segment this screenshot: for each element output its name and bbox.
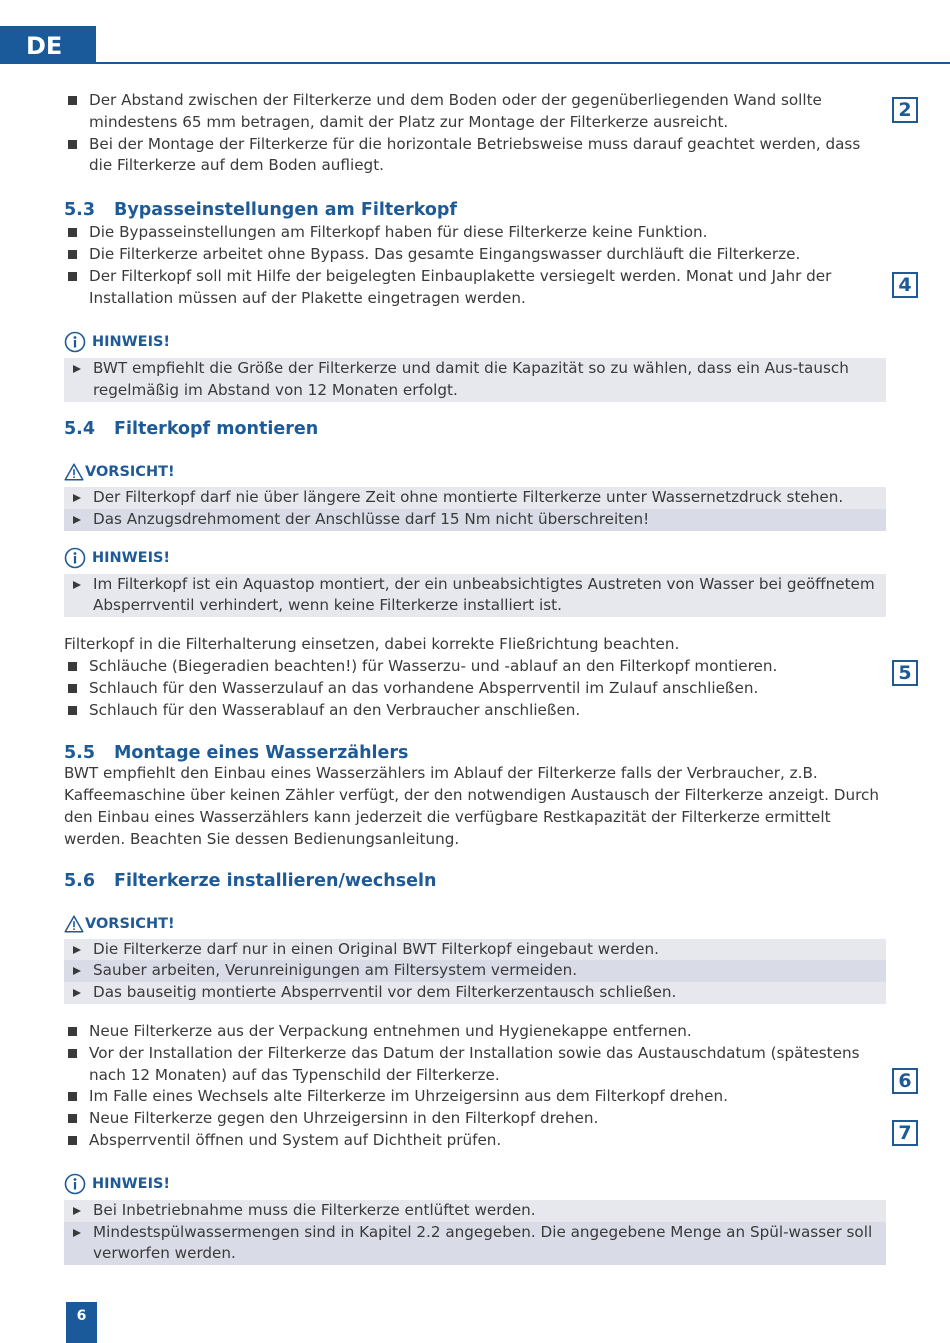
list-item-text: Der Abstand zwischen der Filterkerze und dem Boden oder der gegenüberliegenden Wand sollte mindestens 65 mm betragen, damit der Platz zur Montage der Filterkerze ausreicht. [89, 91, 822, 131]
info-icon [64, 547, 86, 569]
install-bullet-list [64, 1021, 886, 1152]
note-heading [64, 547, 886, 569]
section-title: Bypasseinstellungen am Filterkopf [114, 200, 458, 221]
triangle-bullet-icon [73, 1229, 81, 1237]
section-number: 5.5 [64, 743, 96, 764]
warning-item [64, 487, 886, 509]
header-rule [96, 62, 950, 64]
list-item-text: Die Filterkerze arbeitet ohne Bypass. Das gesamte Eingangswasser durchläuft die Filterkerze. [89, 244, 801, 263]
list-item-text: Absperrventil öffnen und System auf Dichtheit prüfen. [89, 1130, 502, 1149]
list-item [64, 1086, 886, 1108]
list-item [64, 700, 886, 722]
note-label: HINWEIS! [92, 1175, 171, 1192]
bullet-square-icon [68, 1114, 77, 1123]
note-box [64, 574, 886, 618]
bullet-square-icon [68, 96, 77, 105]
note-item-text: BWT empfiehlt die Größe der Filterkerze und damit die Kapazität so zu wählen, dass ein Aus-tausch regelmäßig im Abstand von 12 Monaten erfolgt. [93, 359, 849, 400]
warning-item-text: Das Anzugsdrehmoment der Anschlüsse darf 15 Nm nicht überschreiten! [93, 509, 650, 528]
note-item-text: Mindestspülwassermengen sind in Kapitel 2.2 angegeben. Die angegebene Menge an Spül-wasser soll verworfen werden. [93, 1222, 873, 1263]
section-heading-5-5 [64, 741, 886, 765]
list-item [64, 266, 886, 310]
list-item-text: Neue Filterkerze gegen den Uhrzeigersinn in den Filterkopf drehen. [89, 1109, 599, 1128]
list-item [64, 656, 886, 678]
bullet-square-icon [68, 140, 77, 149]
list-item [64, 222, 886, 244]
warning-item [64, 960, 886, 982]
note-label: HINWEIS! [92, 549, 171, 566]
warning-item [64, 509, 886, 531]
bullet-square-icon [68, 706, 77, 715]
bullet-square-icon [68, 1136, 77, 1145]
warning-item [64, 982, 886, 1004]
section-heading-5-3 [64, 198, 886, 222]
list-item [64, 1130, 886, 1152]
list-item-text: Der Filterkopf soll mit Hilfe der beigelegten Einbauplakette versiegelt werden. Monat und Jahr der Installation müssen auf der Plakette eingetragen werden. [89, 266, 832, 307]
bullet-square-icon [68, 1027, 77, 1036]
bullet-square-icon [68, 1092, 77, 1101]
page-number: 6 [66, 1302, 97, 1343]
section-heading-5-4 [64, 417, 886, 441]
bypass-bullet-list [64, 222, 886, 309]
note-box [64, 1200, 886, 1265]
section-title: Filterkopf montieren [114, 418, 319, 439]
section-title: Montage eines Wasserzählers [114, 743, 409, 764]
triangle-bullet-icon [73, 494, 81, 502]
figure-marker-4: 4 [892, 272, 918, 298]
list-item [64, 678, 886, 700]
intro-bullet-list [64, 90, 886, 177]
list-item-text: Die Bypasseinstellungen am Filterkopf haben für diese Filterkerze keine Funktion. [89, 223, 708, 242]
bullet-square-icon [68, 662, 77, 671]
warning-item-text: Das bauseitig montierte Absperrventil vor dem Filterkerzentausch schließen. [93, 983, 677, 1002]
list-item-text: Bei der Montage der Filterkerze für die horizontale Betriebsweise muss darauf geachtet werden, dass die Filterkerze auf dem Boden aufliegt. [89, 134, 861, 175]
warning-label: VORSICHT! [85, 915, 175, 932]
warning-triangle-icon [64, 915, 84, 933]
warning-item-text: Die Filterkerze darf nur in einen Original BWT Filterkopf eingebaut werden. [93, 939, 659, 958]
note-item-text: Im Filterkopf ist ein Aquastop montiert, der ein unbeabsichtigtes Austreten von Wasser bei geöffnetem Absperrventil verhindert, wenn keine Filterkerze installiert ist. [93, 574, 875, 615]
note-label: HINWEIS! [92, 334, 171, 351]
bullet-square-icon [68, 684, 77, 693]
info-icon [64, 331, 86, 353]
warning-box [64, 939, 886, 1004]
figure-marker-6: 6 [892, 1068, 918, 1094]
note-item [64, 358, 886, 402]
paragraph: BWT empfiehlt den Einbau eines Wasserzählers im Ablauf der Filterkerze falls der Verbraucher, z.B. Kaffeemaschine über keinen Zähler verfügt, der den notwendigen Austausch der Filterkerze anzeigt. Durch den Einbau eines Wasserzählers kann jederzeit die verfügbare Restkapazität der Filterkerze ermittelt werden. Beachten Sie dessen Bedienungsanleitung. [64, 764, 880, 848]
warning-item-text: Sauber arbeiten, Verunreinigungen am Filtersystem vermeiden. [93, 961, 578, 980]
list-item [64, 1108, 886, 1130]
triangle-bullet-icon [73, 989, 81, 997]
list-item-text: Schlauch für den Wasserablauf an den Verbraucher anschließen. [89, 700, 581, 719]
note-item [64, 1222, 886, 1266]
filterhead-bullet-list [64, 656, 886, 721]
triangle-bullet-icon [73, 581, 81, 589]
section-title: Filterkerze installieren/wechseln [114, 870, 437, 891]
page-content [64, 90, 886, 1265]
warning-triangle-icon [64, 463, 84, 481]
triangle-bullet-icon [73, 516, 81, 524]
triangle-bullet-icon [73, 1207, 81, 1215]
warning-item [64, 939, 886, 961]
note-heading [64, 331, 886, 353]
warning-heading [64, 462, 886, 482]
note-box [64, 358, 886, 402]
list-item [64, 244, 886, 266]
list-item [64, 1021, 886, 1043]
language-tab: DE [0, 26, 96, 64]
figure-marker-5: 5 [892, 660, 918, 686]
section-number: 5.3 [64, 200, 96, 221]
triangle-bullet-icon [73, 946, 81, 954]
list-item-text: Schläuche (Biegeradien beachten!) für Wasserzu- und -ablauf an den Filterkopf montieren. [89, 656, 778, 675]
note-item [64, 1200, 886, 1222]
warning-item-text: Der Filterkopf darf nie über längere Zeit ohne montierte Filterkerze unter Wassernetzdruck stehen. [93, 487, 844, 506]
warning-heading [64, 914, 886, 934]
section-number: 5.6 [64, 870, 96, 891]
note-item [64, 574, 886, 618]
bullet-square-icon [68, 250, 77, 259]
list-item [64, 90, 886, 134]
note-heading [64, 1173, 886, 1195]
info-icon [64, 1173, 86, 1195]
list-item-text: Im Falle eines Wechsels alte Filterkerze im Uhrzeigersinn aus dem Filterkopf drehen. [89, 1087, 728, 1106]
list-item [64, 134, 886, 178]
bullet-square-icon [68, 272, 77, 281]
warning-label: VORSICHT! [85, 463, 175, 480]
warning-box [64, 487, 886, 531]
triangle-bullet-icon [73, 365, 81, 373]
bullet-square-icon [68, 228, 77, 237]
list-item-text: Schlauch für den Wasserzulauf an das vorhandene Absperrventil im Zulauf anschließen. [89, 678, 759, 697]
figure-marker-2: 2 [892, 97, 918, 123]
figure-marker-7: 7 [892, 1120, 918, 1146]
bullet-square-icon [68, 1049, 77, 1058]
note-item-text: Bei Inbetriebnahme muss die Filterkerze entlüftet werden. [93, 1200, 536, 1219]
paragraph: Filterkopf in die Filterhalterung einsetzen, dabei korrekte Fließrichtung beachten. [64, 635, 680, 654]
list-item [64, 1043, 886, 1087]
section-number: 5.4 [64, 418, 96, 439]
section-heading-5-6 [64, 869, 886, 893]
list-item-text: Vor der Installation der Filterkerze das Datum der Installation sowie das Austauschdatum (spätestens nach 12 Monaten) auf das Typenschild der Filterkerze. [89, 1043, 860, 1084]
list-item-text: Neue Filterkerze aus der Verpackung entnehmen und Hygienekappe entfernen. [89, 1021, 692, 1040]
triangle-bullet-icon [73, 967, 81, 975]
